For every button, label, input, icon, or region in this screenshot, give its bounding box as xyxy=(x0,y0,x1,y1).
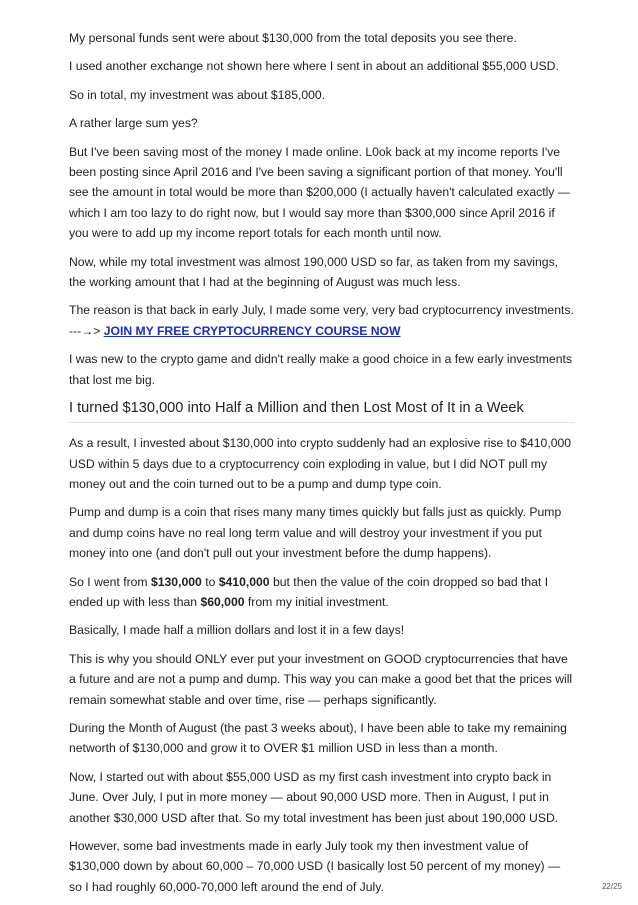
paragraph-text: The reason is that back in early July, I made some very, very bad cryptocurrency investments. --- xyxy=(69,303,574,338)
document-body xyxy=(69,28,574,905)
text-fragment: from my initial investment. xyxy=(244,594,389,609)
paragraph: Pump and dump is a coin that rises many many times quickly but falls just as quickly. Pump and dump coins have no real long term value and will destroy your investment if you put money into one (and don't pull out your investment before the dump happens). xyxy=(69,505,562,561)
paragraph: My personal funds sent were about $130,000 from the total deposits you see there. xyxy=(69,31,517,45)
paragraph: But I've been saving most of the money I made online. L0ok back at my income reports I've been posting since April 2016 and I've been saving a significant portion of that money. You'll see the amount in total would be more than $200,000 (I actually haven't calculated exactly — which I am too lazy to do right now, but I would say more than $300,000 since April 2016 if you were to add up my income report totals for each month until now. xyxy=(69,144,570,241)
paragraph: I was new to the crypto game and didn't really make a good choice in a few early investments that lost me big. xyxy=(69,352,572,387)
text-fragment: but then the value of the coin dropped so bad that I ended up with less than xyxy=(69,574,549,609)
page-number: 22/25 xyxy=(601,882,622,891)
paragraph: This is why you should ONLY ever put your investment on GOOD cryptocurrencies that have a future and are not a pump and dump. This way you can make a good bet that the prices will remain somewhat stable and over time, rise — perhaps significantly. xyxy=(69,651,573,707)
paragraph: So in total, my investment was about $185,000. xyxy=(69,87,326,102)
paragraph: Now, while my total investment was almost 190,000 USD so far, as taken from my savings, the working amount that I had at the beginning of August was much less. xyxy=(69,254,559,290)
paragraph: During the Month of August (the past 3 weeks about), I have been able to take my remaining networth of $130,000 and grow it to OVER $1 million USD in less than a month. xyxy=(69,720,567,756)
paragraph-with-bold xyxy=(69,572,574,613)
paragraph: Now, I started out with about $55,000 USD as my first cash investment into crypto back in June. Over July, I put in more money — about 90,000 USD more. Then in August, I put in another $30,000 USD after that. So my total investment has been just about 190,000 USD. xyxy=(69,769,559,825)
text-fragment: to xyxy=(201,574,219,589)
join-course-link[interactable]: JOIN MY FREE CRYPTOCURRENCY COURSE NOW xyxy=(103,323,401,338)
bold-amount: $60,000 xyxy=(200,594,245,609)
text-fragment: So I went from xyxy=(69,574,151,589)
section-heading: I turned $130,000 into Half a Million and then Lost Most of It in a Week xyxy=(69,398,574,423)
paragraph: A rather large sum yes? xyxy=(69,116,198,131)
paragraph: I used another exchange not shown here where I sent in about an additional $55,000 USD. xyxy=(69,59,559,74)
gt-symbol: > xyxy=(93,323,101,338)
paragraph: Basically, I made half a million dollars and lost it in a few days! xyxy=(69,623,405,638)
bold-amount: $130,000 xyxy=(150,574,202,589)
bold-amount: $410,000 xyxy=(218,574,270,589)
paragraph: However, some bad investments made in early July took my then investment value of $130,000 down by about 60,000 – 70,000 USD (I basically lost 50 percent of my money) — so I had roughly 60,000-70,000 left around the end of July. xyxy=(69,839,561,894)
arrow-right-icon: → xyxy=(81,323,94,338)
paragraph: As a result, I invested about $130,000 into crypto suddenly had an explosive rise to $410,000 USD within 5 days due to a cryptocurrency coin exploding in value, but I did NOT pull my money out and the coin turned out to be a pump and dump type coin. xyxy=(69,436,572,491)
paragraph-with-link xyxy=(69,300,574,341)
